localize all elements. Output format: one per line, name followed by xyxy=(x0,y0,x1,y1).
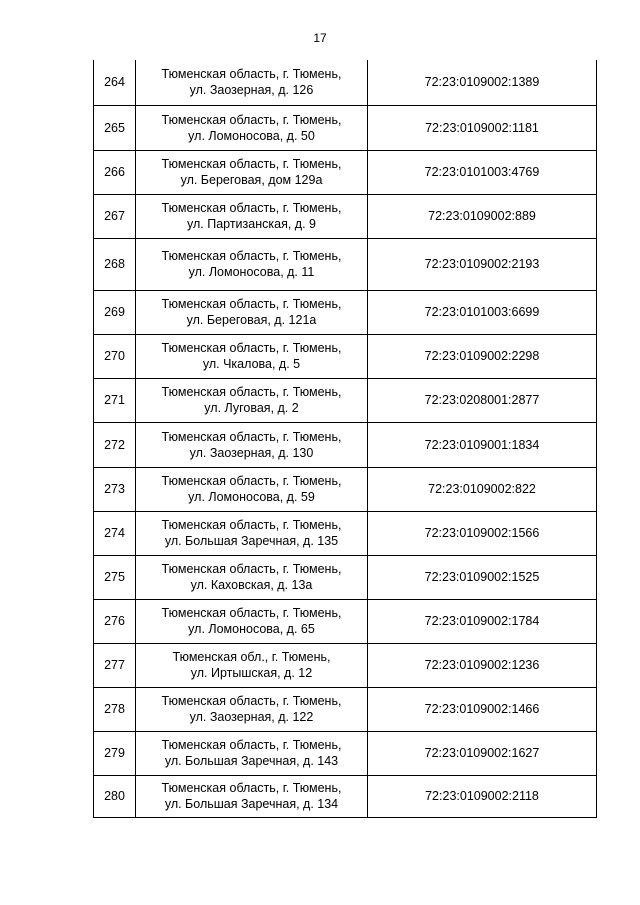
row-number-cell: 270 xyxy=(94,334,136,378)
cadastral-number-cell: 72:23:0109002:1236 xyxy=(368,643,597,687)
row-number-cell: 266 xyxy=(94,150,136,194)
address-cell xyxy=(136,105,368,150)
row-number-cell: 275 xyxy=(94,555,136,599)
address-line-region: Тюменская область, г. Тюмень, xyxy=(161,429,342,444)
address-cell xyxy=(136,775,368,817)
address-line-region: Тюменская область, г. Тюмень, xyxy=(161,474,342,488)
cadastral-number-cell: 72:23:0109002:822 xyxy=(368,467,597,511)
table-row xyxy=(94,555,597,599)
address-line-street: ул. Ломоносова, д. 59 xyxy=(188,490,315,504)
table-row xyxy=(94,467,597,511)
page-number: 17 xyxy=(313,31,327,45)
table-row xyxy=(94,290,597,334)
row-number-cell: 272 xyxy=(94,422,136,467)
address-cell xyxy=(136,238,368,290)
table-row xyxy=(94,60,597,105)
cadastral-number-cell: 72:23:0109002:2298 xyxy=(368,334,597,378)
row-number-cell: 277 xyxy=(94,643,136,687)
cadastral-number-cell: 72:23:0109002:1466 xyxy=(368,687,597,731)
address-cell xyxy=(136,60,368,105)
address-cell xyxy=(136,334,368,378)
row-number-cell: 273 xyxy=(94,467,136,511)
table-row xyxy=(94,334,597,378)
address-cell xyxy=(136,511,368,555)
address-line-region: Тюменская область, г. Тюмень, xyxy=(161,341,342,355)
address-cell xyxy=(136,599,368,643)
cadastral-number-cell: 72:23:0109002:1389 xyxy=(368,60,597,105)
cadastral-number-cell: 72:23:0109002:2118 xyxy=(368,775,597,817)
address-line-region: Тюменская область, г. Тюмень, xyxy=(161,518,342,532)
table-row xyxy=(94,731,597,775)
cadastral-number-cell: 72:23:0109002:1525 xyxy=(368,555,597,599)
table-body xyxy=(94,60,597,817)
table-row xyxy=(94,150,597,194)
address-cell xyxy=(136,731,368,775)
address-cell xyxy=(136,687,368,731)
row-number-cell: 269 xyxy=(94,290,136,334)
address-cell xyxy=(136,422,368,467)
address-line-street: ул. Заозерная, д. 122 xyxy=(189,710,314,724)
address-line-street: ул. Ломоносова, д. 11 xyxy=(188,265,315,279)
address-cell xyxy=(136,194,368,238)
table-row xyxy=(94,511,597,555)
cadastral-number-cell: 72:23:0101003:6699 xyxy=(368,290,597,334)
row-number-cell: 274 xyxy=(94,511,136,555)
cadastral-number-cell: 72:23:0109002:1627 xyxy=(368,731,597,775)
row-number-cell: 265 xyxy=(94,105,136,150)
address-line-region: Тюменская область, г. Тюмень, xyxy=(161,67,342,82)
property-table xyxy=(93,60,597,818)
row-number-cell: 267 xyxy=(94,194,136,238)
cadastral-number-cell: 72:23:0109001:1834 xyxy=(368,422,597,467)
table-row xyxy=(94,643,597,687)
address-line-street: ул. Иртышская, д. 12 xyxy=(190,666,313,680)
row-number-cell: 279 xyxy=(94,731,136,775)
table-row xyxy=(94,105,597,150)
row-number-cell: 276 xyxy=(94,599,136,643)
address-line-street: ул. Большая Заречная, д. 134 xyxy=(164,797,339,811)
address-line-street: ул. Ломоносова, д. 65 xyxy=(188,622,315,636)
address-line-region: Тюменская область, г. Тюмень, xyxy=(161,112,342,127)
table-row xyxy=(94,775,597,817)
address-line-street: ул. Каховская, д. 13а xyxy=(190,578,313,592)
address-line-region: Тюменская область, г. Тюмень, xyxy=(161,738,342,752)
address-line-street: ул. Заозерная, д. 126 xyxy=(189,83,314,98)
cadastral-number-cell: 72:23:0208001:2877 xyxy=(368,378,597,422)
address-line-street: ул. Большая Заречная, д. 135 xyxy=(164,534,339,548)
address-cell xyxy=(136,555,368,599)
address-cell xyxy=(136,643,368,687)
address-cell xyxy=(136,467,368,511)
row-number-cell: 271 xyxy=(94,378,136,422)
address-cell xyxy=(136,290,368,334)
table-row xyxy=(94,687,597,731)
address-line-street: ул. Партизанская, д. 9 xyxy=(187,217,316,231)
address-line-region: Тюменская область, г. Тюмень, xyxy=(161,606,342,620)
address-line-street: ул. Чкалова, д. 5 xyxy=(202,357,301,371)
address-line-region: Тюменская обл., г. Тюмень, xyxy=(172,650,331,664)
address-line-region: Тюменская область, г. Тюмень, xyxy=(161,201,342,215)
address-line-region: Тюменская область, г. Тюмень, xyxy=(161,157,342,171)
address-line-street: ул. Ломоносова, д. 50 xyxy=(188,128,315,143)
cadastral-number-cell: 72:23:0101003:4769 xyxy=(368,150,597,194)
address-line-street: ул. Береговая, д. 121а xyxy=(186,313,317,327)
address-line-region: Тюменская область, г. Тюмень, xyxy=(161,385,342,399)
address-cell xyxy=(136,150,368,194)
cadastral-number-cell: 72:23:0109002:1181 xyxy=(368,105,597,150)
address-line-street: ул. Луговая, д. 2 xyxy=(204,401,299,415)
cadastral-number-cell: 72:23:0109002:2193 xyxy=(368,238,597,290)
address-line-region: Тюменская область, г. Тюмень, xyxy=(161,297,342,311)
table-row xyxy=(94,599,597,643)
cadastral-number-cell: 72:23:0109002:1784 xyxy=(368,599,597,643)
address-line-region: Тюменская область, г. Тюмень, xyxy=(161,562,342,576)
address-line-region: Тюменская область, г. Тюмень, xyxy=(161,781,342,795)
row-number-cell: 278 xyxy=(94,687,136,731)
row-number-cell: 264 xyxy=(94,60,136,105)
table-row xyxy=(94,238,597,290)
address-cell xyxy=(136,378,368,422)
address-line-street: ул. Береговая, дом 129а xyxy=(180,173,323,187)
table-row xyxy=(94,422,597,467)
row-number-cell: 280 xyxy=(94,775,136,817)
cadastral-number-cell: 72:23:0109002:1566 xyxy=(368,511,597,555)
address-line-region: Тюменская область, г. Тюмень, xyxy=(161,694,342,708)
table-row xyxy=(94,378,597,422)
cadastral-number-cell: 72:23:0109002:889 xyxy=(368,194,597,238)
address-line-street: ул. Большая Заречная, д. 143 xyxy=(164,754,339,768)
address-line-region: Тюменская область, г. Тюмень, xyxy=(161,249,342,263)
table-row xyxy=(94,194,597,238)
address-line-street: ул. Заозерная, д. 130 xyxy=(189,445,314,460)
row-number-cell: 268 xyxy=(94,238,136,290)
